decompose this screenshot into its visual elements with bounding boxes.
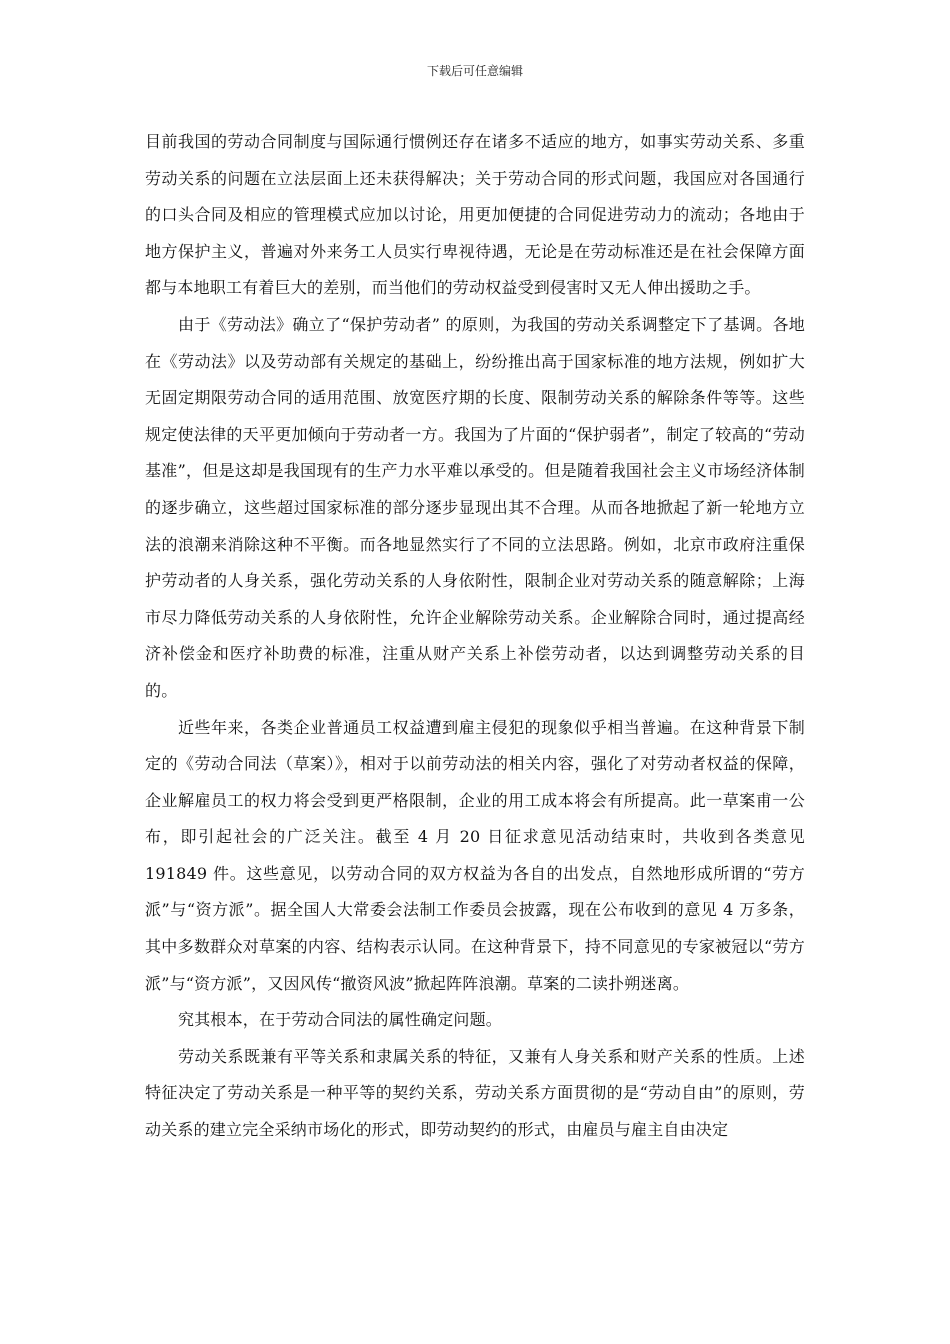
paragraph-2: 由于《劳动法》确立了“保护劳动者” 的原则，为我国的劳动关系调整定下了基调。各地在《劳动法》以及劳动部有关规定的基础上，纷纷推出高于国家标准的地方法规，例如扩大无固定期限劳动合同的适用范围、放宽医疗期的长度、限制劳动关系的解除条件等等。这些规定使法律的天平更加倾向于劳动者一方。我国为了片面的“保护弱者”，制定了较高的“劳动基准”，但是这却是我国现有的生产力水平难以承受的。但是随着我国社会主义市场经济体制的逐步确立，这些超过国家标准的部分逐步显现出其不合理。从而各地掀起了新一轮地方立法的浪潮来消除这种不平衡。而各地显然实行了不同的立法思路。例如，北京市政府注重保护劳动者的人身关系，强化劳动关系的人身依附性，限制企业对劳动关系的随意解除；上海市尽力降低劳动关系的人身依附性，允许企业解除劳动关系。企业解除合同时，通过提高经济补偿金和医疗补助费的标准，注重从财产关系上补偿劳动者，以达到调整劳动关系的目的。 — [145, 314, 805, 700]
document-body — [145, 124, 805, 1149]
paragraph-4: 究其根本，在于劳动合同法的属性确定问题。 — [178, 1010, 503, 1030]
paragraph-3: 近些年来，各类企业普通员工权益遭到雇主侵犯的现象似乎相当普遍。在这种背景下制定的《劳动合同法（草案）》，相对于以前劳动法的相关内容，强化了对劳动者权益的保障，企业解雇员工的权力将会受到更严格限制，企业的用工成本将会有所提高。此一草案甫一公布，即引起社会的广泛关注。截至 4 月 20 日征求意见活动结束时，共收到各类意见 191849 件。这些意见，以劳动合同的双方权益为各自的出发点，自然地形成所谓的“劳方派”与“资方派”。据全国人大常委会法制工作委员会披露，现在公布收到的意见 4 万多条，其中多数群众对草案的内容、结构表示认同。在这种背景下，持不同意见的专家被冠以“劳方派”与“资方派”，又因风传“撤资风波”掀起阵阵浪潮。草案的二读扑朔迷离。 — [145, 717, 805, 993]
paragraph-1: 目前我国的劳动合同制度与国际通行惯例还存在诸多不适应的地方，如事实劳动关系、多重劳动关系的问题在立法层面上还未获得解决；关于劳动合同的形式问题，我国应对各国通行的口头合同及相应的管理模式应加以讨论，用更加便捷的合同促进劳动力的流动；各地由于地方保护主义，普遍对外来务工人员实行卑视待遇，无论是在劳动标准还是在社会保障方面都与本地职工有着巨大的差别，而当他们的劳动权益受到侵害时又无人伸出援助之手。 — [145, 132, 805, 298]
paragraph-5: 劳动关系既兼有平等关系和隶属关系的特征，又兼有人身关系和财产关系的性质。上述特征决定了劳动关系是一种平等的契约关系，劳动关系方面贯彻的是“劳动自由”的原则，劳动关系的建立完全采纳市场化的形式，即劳动契约的形式，由雇员与雇主自由决定 — [145, 1046, 805, 1140]
page-header: 下载后可任意编辑 — [426, 64, 523, 78]
